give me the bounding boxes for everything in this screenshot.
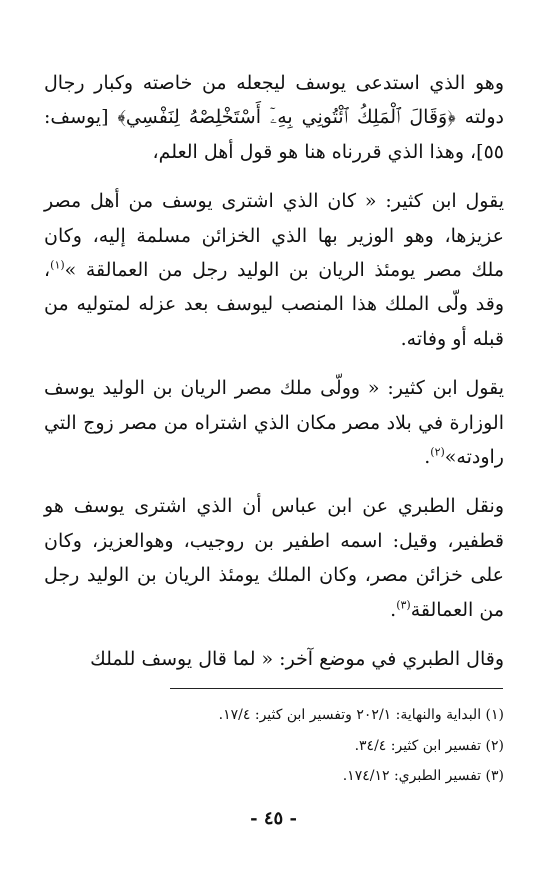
paragraph-3 — [44, 371, 504, 474]
footnote-1: (١) البداية والنهاية: ٢٠٢/١ وتفسير ابن كثير: ١٧/٤. — [218, 707, 504, 723]
paragraph-5 — [44, 642, 504, 676]
paragraph-2-tail: ، وقد ولّى الملك هذا المنصب ليوسف بعد عزله لمتوليه من قبله أو وفاته. — [44, 259, 504, 350]
page-number: - ٤٥ - — [250, 808, 297, 829]
paragraph-3-tail: . — [424, 446, 431, 469]
paragraph-2-text: يقول ابن كثير: « كان الذي اشترى يوسف من أهل مصر عزيزها، وهو الوزير بها الذي الخزائن مسلمة إليه، وكان ملك مصر يومئذ الريان بن الوليد رجل من العمالقة » — [44, 190, 504, 282]
footnote-divider — [170, 688, 503, 689]
paragraph-2 — [44, 184, 504, 356]
footnote-2: (٢) تفسير ابن كثير: ٣٤/٤. — [354, 737, 504, 754]
footnote-ref-1: (١) — [50, 258, 65, 272]
footnotes — [60, 700, 504, 792]
paragraph-4-tail: . — [390, 598, 397, 621]
paragraph-5-text: وقال الطبري في موضع آخر: « لما قال يوسف للملك — [90, 648, 504, 671]
paragraph-1 — [44, 66, 504, 169]
footnote-3: (٣) تفسير الطبري: ١٧٤/١٢. — [342, 768, 504, 784]
paragraph-4-text: ونقل الطبري عن ابن عباس أن الذي اشترى يوسف هو قطفير، وقيل: اسمه اطفير بن روجيب، وهوالعزيز، وكان على خزائن مصر، وكان الملك يومئذ الريان بن الوليد رجل من العمالقة — [44, 495, 505, 621]
paragraph-4 — [44, 489, 504, 627]
paragraph-1-text: وهو الذي استدعى يوسف ليجعله من خاصته وكبار رجال دولته ﴿وَقَالَ ٱلْمَلِكُ ٱئْتُونِي بِهِۦٓ أَسْتَخْلِصْهُ لِنَفْسِي﴾ [يوسف: ٥٥]، وهذا الذي قررناه هنا هو قول أهل العلم، — [44, 72, 504, 163]
footnote-ref-2: (٢) — [430, 445, 445, 459]
main-text — [44, 66, 504, 677]
footnote-ref-3: (٣) — [396, 598, 411, 612]
paragraph-3-text: يقول ابن كثير: « وولّى ملك مصر الريان بن الوليد يوسف الوزارة في بلاد مصر مكان الذي اشتراه من مصر زوج التي راودته» — [44, 377, 504, 469]
